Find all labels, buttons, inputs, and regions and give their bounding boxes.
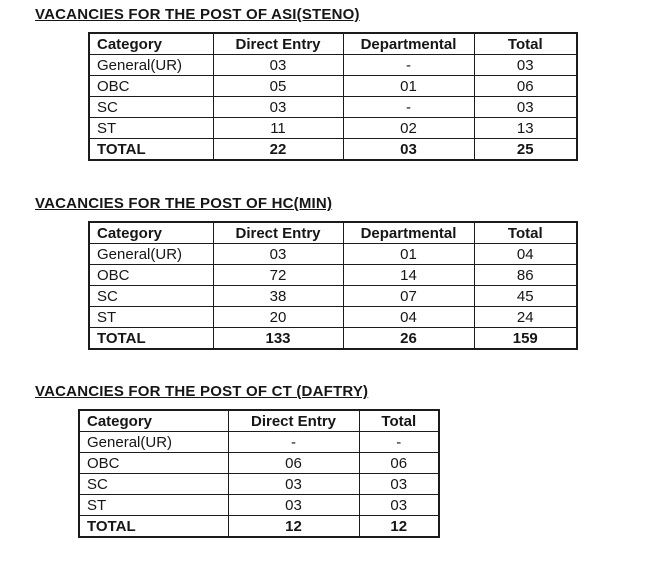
table-cell: ST [89,118,213,139]
table-header-cell: Total [474,222,577,244]
table-cell: 03 [228,474,359,495]
table-cell: 06 [228,453,359,474]
vacancy-table-asi-steno [88,32,578,161]
table-header-cell: Direct Entry [213,33,343,55]
table-cell: 45 [474,286,577,307]
table-header-cell: Direct Entry [228,410,359,432]
table-header-cell: Total [474,33,577,55]
section-title: VACANCIES FOR THE POST OF HC(MIN) [35,195,333,212]
table-cell: 03 [474,55,577,76]
table-cell: TOTAL [89,328,213,350]
table-cell: 22 [213,139,343,161]
table-cell: 133 [213,328,343,350]
table-row [89,328,577,350]
table-cell: - [343,97,474,118]
table-header-cell: Departmental [343,222,474,244]
table-row [89,97,577,118]
table-cell: General(UR) [89,244,213,265]
table-cell: 01 [343,76,474,97]
table-row [89,76,577,97]
table-row [79,516,439,538]
table-header-cell: Departmental [343,33,474,55]
table-cell: 03 [474,97,577,118]
vacancy-table-ct-daftry [78,409,440,538]
table-row [79,474,439,495]
table-cell: 04 [343,307,474,328]
table-cell: SC [79,474,228,495]
table-cell: 26 [343,328,474,350]
table-cell: 03 [228,495,359,516]
table-cell: 03 [359,474,439,495]
table-cell: General(UR) [79,432,228,453]
table-cell: 06 [359,453,439,474]
table-header-row [89,222,577,244]
table-cell: 13 [474,118,577,139]
table-cell: OBC [89,76,213,97]
table-cell: 02 [343,118,474,139]
table-cell: 12 [359,516,439,538]
section-asi-steno [35,6,578,161]
section-title: VACANCIES FOR THE POST OF CT (DAFTRY) [35,383,369,400]
table-cell: 159 [474,328,577,350]
table-cell: SC [89,286,213,307]
table-cell: 03 [213,97,343,118]
table-header-row [89,33,577,55]
table-row [89,307,577,328]
table-header-cell: Category [89,222,213,244]
table-cell: 05 [213,76,343,97]
table-cell: ST [89,307,213,328]
table-cell: SC [89,97,213,118]
table-cell: TOTAL [79,516,228,538]
table-cell: 03 [213,55,343,76]
table-row [89,265,577,286]
table-row [89,244,577,265]
table-header-cell: Category [79,410,228,432]
table-cell: 01 [343,244,474,265]
table-cell: 07 [343,286,474,307]
table-header-row [79,410,439,432]
table-row [89,286,577,307]
table-cell: 38 [213,286,343,307]
table-row [79,453,439,474]
table-row [89,139,577,161]
table-header-cell: Total [359,410,439,432]
table-cell: 12 [228,516,359,538]
table-row [89,118,577,139]
table-cell: General(UR) [89,55,213,76]
table-cell: TOTAL [89,139,213,161]
table-cell: 14 [343,265,474,286]
table-cell: ST [79,495,228,516]
table-cell: 20 [213,307,343,328]
table-cell: 86 [474,265,577,286]
vacancy-table-hc-min [88,221,578,350]
table-cell: 03 [343,139,474,161]
table-cell: 24 [474,307,577,328]
table-cell: - [359,432,439,453]
section-hc-min [35,195,578,350]
table-row [79,432,439,453]
table-cell: OBC [79,453,228,474]
table-cell: - [343,55,474,76]
table-cell: 25 [474,139,577,161]
table-header-cell: Direct Entry [213,222,343,244]
table-row [89,55,577,76]
table-header-cell: Category [89,33,213,55]
table-cell: 04 [474,244,577,265]
section-ct-daftry [35,383,440,538]
section-title: VACANCIES FOR THE POST OF ASI(STENO) [35,6,360,23]
table-cell: 06 [474,76,577,97]
table-cell: 72 [213,265,343,286]
table-row [79,495,439,516]
table-cell: 11 [213,118,343,139]
table-cell: - [228,432,359,453]
table-cell: OBC [89,265,213,286]
table-cell: 03 [213,244,343,265]
table-cell: 03 [359,495,439,516]
